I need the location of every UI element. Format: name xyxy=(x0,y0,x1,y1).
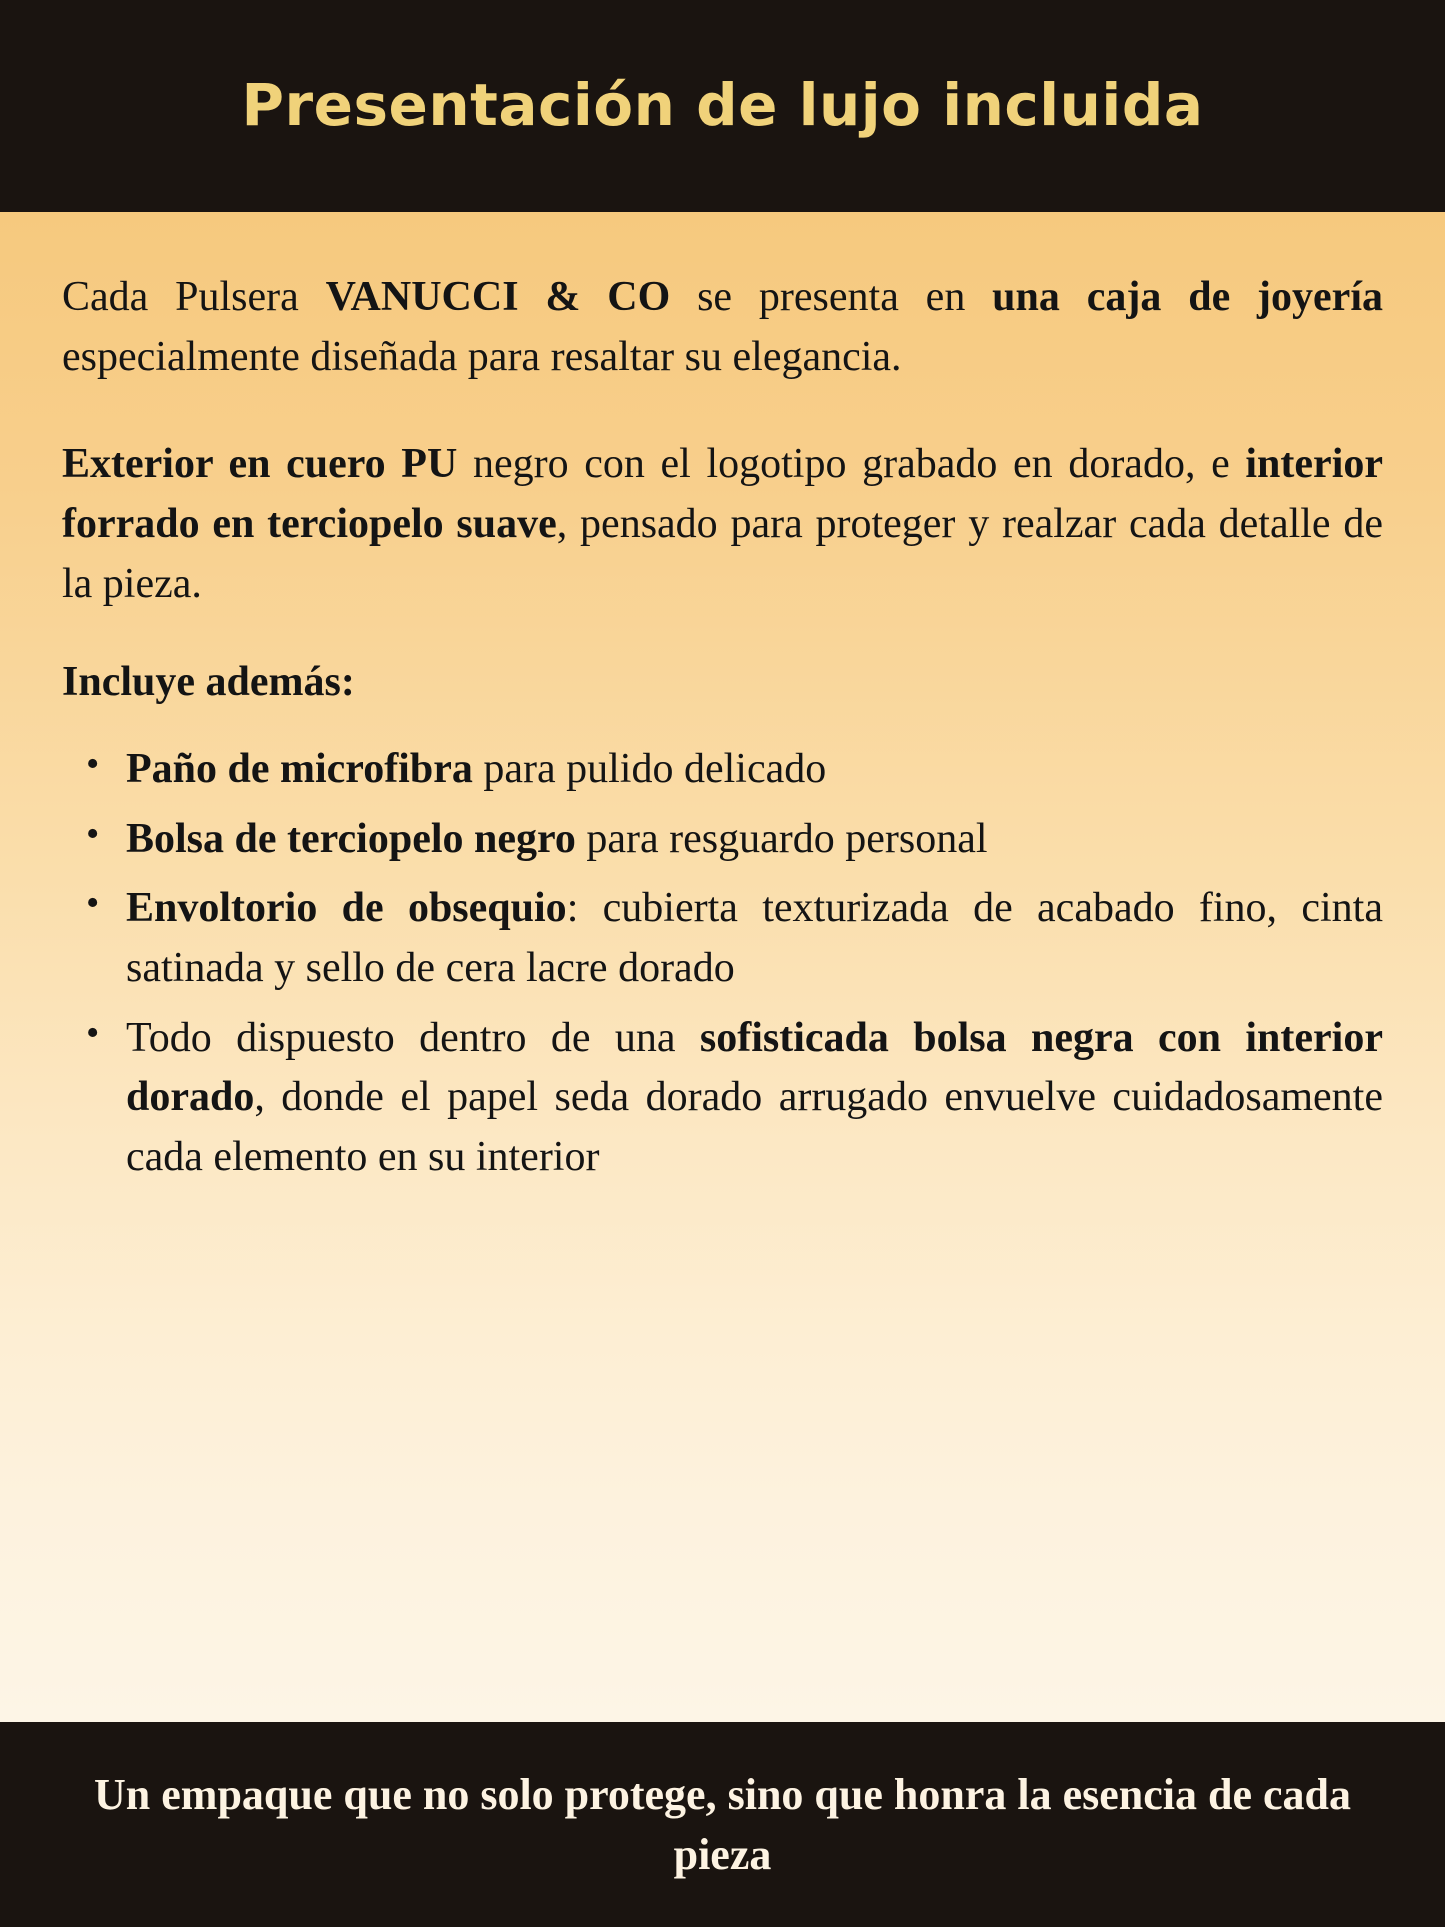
includes-list xyxy=(62,740,1383,1187)
para1-bold1: una caja de joyería xyxy=(992,274,1383,320)
paragraph-intro xyxy=(62,268,1383,387)
paragraph-materials xyxy=(62,435,1383,614)
list-item-rest: para pulido delicado xyxy=(472,746,827,793)
list-item-bold: Envoltorio de obsequio xyxy=(126,885,567,932)
includes-heading: Incluye además: xyxy=(62,659,355,706)
para2-part2: , pensado para proteger y realzar cada detalle de la pieza. xyxy=(62,500,1383,607)
para1-part2: se presenta en xyxy=(670,274,993,320)
list-item-rest: para resguardo personal xyxy=(575,815,988,862)
page-title: Presentación de lujo incluida xyxy=(241,71,1204,140)
list-item-bold: sofisticada bolsa negra con interior dorado xyxy=(126,1014,1383,1121)
list-item xyxy=(126,740,1383,800)
page-footer xyxy=(0,1722,1445,1927)
list-item xyxy=(126,810,1383,870)
list-item-bold: Bolsa de terciopelo negro xyxy=(126,815,576,862)
brand-name: VANUCCI & CO xyxy=(325,274,671,320)
list-item-rest: : cubierta texturizada de acabado fino, cinta satinada y sello de cera lacre dorado xyxy=(126,885,1383,991)
list-item xyxy=(126,879,1383,998)
list-item-pre: Todo dispuesto dentro de una xyxy=(126,1014,700,1061)
para1-part3: especialmente diseñada para resaltar su elegancia. xyxy=(62,333,902,380)
page-content xyxy=(0,212,1445,1722)
list-item-rest: , donde el papel seda dorado arrugado envuelve cuidadosamente cada elemento en su interior xyxy=(126,1074,1383,1180)
para2-part1: negro con el logotipo grabado en dorado, e xyxy=(457,441,1246,488)
para2-bold1: Exterior en cuero PU xyxy=(62,441,458,488)
list-item xyxy=(126,1009,1383,1188)
para1-part1: Cada Pulsera xyxy=(62,274,326,320)
para2-bold2: interior forrado en terciopelo suave xyxy=(62,441,1383,547)
page-header xyxy=(0,0,1445,212)
list-item-bold: Paño de microfibra xyxy=(126,746,473,793)
section-spacer xyxy=(62,614,1383,658)
footer-text: Un empaque que no solo protege, sino que honra la esencia de cada pieza xyxy=(94,1770,1351,1879)
